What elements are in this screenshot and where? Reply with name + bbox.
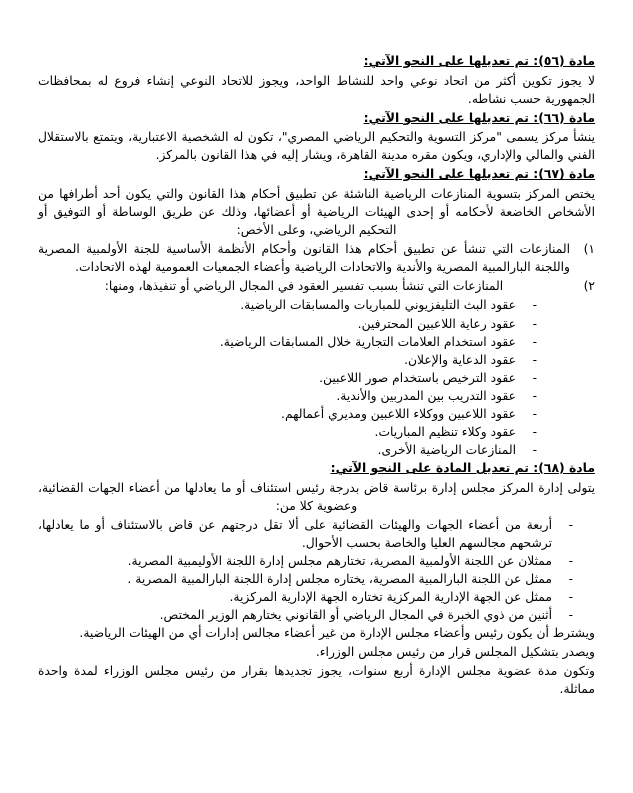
list-item [38,351,537,369]
article-heading-66: مادة (٦٦): تم تعديلها على النحو الآتي: [363,109,595,125]
list-item-text: عقود رعاية اللاعبين المحترفين. [357,316,516,331]
list-item-text: ممثل عن الجهة الإدارية المركزية تختاره الجهة الإدارية المركزية. [229,590,552,604]
list-item [38,423,537,441]
numbered-list-item [38,240,595,276]
list-item [38,369,537,387]
list-item [38,405,537,423]
list-item-text: ممثل عن اللجنة البارالمبية المصرية، يختاره مجلس إدارة اللجنة البارالمبية المصرية . [127,571,552,586]
article-66-paragraph-1: ينشأ مركز يسمى "مركز التسوية والتحكيم الرياضي المصري"، تكون له الشخصية الاعتبارية، ويتمتع بالاستقلال الفني والمالي والإداري، ويكون مقره مدينة القاهرة، ويشار إليه في هذا القانون بالمركز. [38,130,595,163]
list-item-text: المنازعات الرياضية الأخرى. [377,442,516,457]
list-item [38,441,537,459]
article-67-numbered-list [38,240,595,295]
article-68-closing-paragraph-1: ويشترط أن يكون رئيس وأعضاء مجلس الإدارة من غير أعضاء مجالس إدارات أي من الهيئات الرياضية. [79,626,595,641]
dash-bullet-icon: - [568,553,573,568]
list-item [38,333,537,351]
list-item-text: عقود وكلاء تنظيم المباريات. [374,424,516,439]
article-56-paragraph-1: لا يجوز تكوين أكثر من اتحاد نوعي واحد للنشاط الواحد، ويجوز للاتحاد النوعي إنشاء فروع له بمحافظات الجمهورية حسب نشاطه. [38,73,595,106]
article-block-67 [38,165,595,459]
numbered-list-text: المنازعات التي تنشأ عن تطبيق أحكام هذا القانون وأحكام الأنظمة الأساسية للجنة الأولمبية المصرية واللجنة البارالمبية المصرية والأندية والاتحادات الرياضية وأعضاء الجمعيات العمومية لهذه الاتحادات. [38,242,570,275]
numbered-list-marker: ١) [583,242,595,257]
article-68-paragraph-1: يتولى إدارة المركز مجلس إدارة برئاسة قاض بدرجة رئيس استئناف أو ما يعادلها من أعضاء الجهات القضائية، وعضوية كلا من: [38,480,595,513]
article-heading-56: مادة (٥٦): تم تعديلها على النحو الآتي: [363,53,595,68]
list-item-text: عقود التدريب بين المدربين والأندية. [336,388,516,403]
list-item [38,588,573,606]
dash-bullet-icon: - [532,316,537,331]
article-heading-68: مادة (٦٨): تم تعديل المادة على النحو الآتي: [330,460,595,476]
dash-bullet-icon: - [568,608,573,623]
list-item [38,552,573,570]
list-item [38,570,573,588]
dash-bullet-icon: - [532,442,537,457]
dash-bullet-icon: - [568,590,573,604]
article-block-66 [38,109,595,165]
article-68-closing-paragraph-2: ويصدر بتشكيل المجلس قرار من رئيس مجلس الوزراء. [315,645,595,660]
list-item-text: عقود البث التليفزيوني للمباريات والمسابقات الرياضية. [240,298,516,313]
dash-bullet-icon: - [532,370,537,385]
list-item-text: عقود استخدام العلامات التجارية خلال المسابقات الرياضية. [219,334,516,349]
dash-bullet-icon: - [532,388,537,403]
list-item-text: ممثلان عن اللجنة الأولمبية المصرية، تختارهم مجلس إدارة اللجنة الأوليمبية المصرية. [127,553,552,568]
dash-bullet-icon: - [532,406,537,421]
article-68-bullet-list [38,516,595,624]
list-item-text: أربعة من أعضاء الجهات والهيئات القضائية على ألا تقل درجتهم عن قاض بالاستئناف أو ما يعادلها، ترشحهم مجالسهم العليا والخاصة بحسب الأحوال. [38,517,552,550]
article-67-bullet-list [38,296,595,459]
list-item-text: عقود الترخيص باستخدام صور اللاعبين. [319,370,516,385]
numbered-list-item [38,277,595,295]
list-item-text: عقود الدعاية والإعلان. [404,352,516,367]
dash-bullet-icon: - [568,571,573,586]
dash-bullet-icon: - [532,424,537,439]
list-item-text: عقود اللاعبين ووكلاء اللاعبين ومديري أعمالهم. [281,406,516,421]
dash-bullet-icon: - [532,352,537,367]
article-heading-67: مادة (٦٧): تم تعديلها على النحو الآتي: [363,166,595,182]
numbered-list-text: المنازعات التي تنشأ بسبب تفسير العقود في المجال الرياضي أو تنفيذها، ومنها: [104,279,504,294]
dash-bullet-icon: - [532,298,537,313]
list-item [38,606,573,624]
list-item [38,296,537,314]
article-68-closing-paragraph-3: وتكون مدة عضوية مجلس الإدارة أربع سنوات، يجوز تجديدها بقرار من رئيس مجلس الوزراء لمدة واحدة مماثلة. [38,664,595,697]
document-body [38,52,595,698]
list-item-text: أثنين من ذوي الخبرة في المجال الرياضي أو القانوني يختارهم الوزير المختص. [159,608,552,623]
list-item [38,516,573,552]
dash-bullet-icon: - [532,334,537,349]
article-67-paragraph-1: يختص المركز بتسوية المنازعات الرياضية الناشئة عن تطبيق أحكام هذا القانون والتي يكون أحد أطرافها من الأشخاص الخاضعة لأحكامه أو إحدى الهيئات الرياضية أو أعضائها، وذلك عن طريق الوساطة أو التوفيق أو التحكيم الرياضي، وعلى الأخص: [38,187,595,238]
list-item [38,387,537,405]
numbered-list-marker: ٢) [583,279,595,294]
article-block-68 [38,459,595,698]
list-item [38,315,537,333]
article-block-56 [38,52,595,108]
dash-bullet-icon: - [568,517,573,532]
